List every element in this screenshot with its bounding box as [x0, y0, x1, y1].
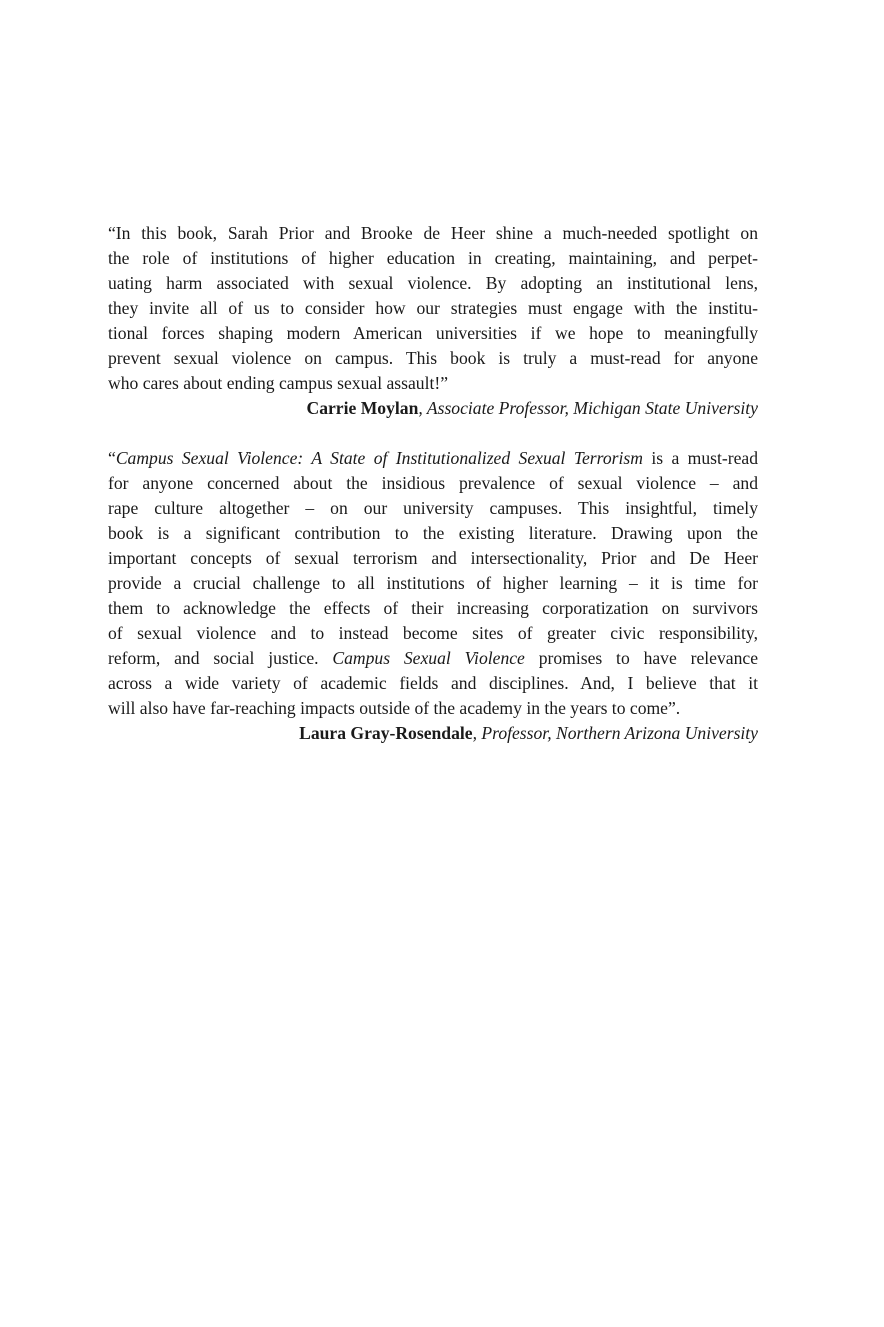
quote-line: of sexual violence and to instead become sites of greater civic responsibility, — [108, 623, 758, 643]
quote-line: for anyone concerned about the insidious prevalence of sexual violence – and — [108, 473, 758, 493]
quote-line: them to acknowledge the effects of their increasing corporatization on survivors — [108, 598, 758, 618]
quote-line: across a wide variety of academic fields and disciplines. And, I believe that it — [108, 673, 758, 693]
quote-line — [108, 646, 758, 671]
endorser-role: , Professor, Northern Arizona University — [472, 723, 758, 743]
quote-line: the role of institutions of higher education in creating, maintaining, and perpet- — [108, 248, 758, 268]
book-title: Campus Sexual Violence: A State of Institutionalized Sexual Terrorism — [115, 448, 643, 468]
quote-line: tional forces shaping modern American universities if we hope to meaningfully — [108, 323, 758, 343]
quote-line: book is a significant contribution to the existing literature. Drawing upon the — [108, 523, 758, 543]
book-title-short: Campus Sexual Violence — [332, 648, 525, 668]
endorsement-quote-2 — [108, 446, 758, 721]
open-quote: “ — [108, 448, 116, 468]
quote-line — [108, 446, 758, 471]
quote-line: they invite all of us to consider how our strategies must engage with the institu- — [108, 298, 758, 318]
endorsement-quote-1 — [108, 221, 758, 396]
quote-line: “In this book, Sarah Prior and Brooke de Heer shine a much-needed spotlight on — [108, 223, 758, 243]
quote-line: provide a crucial challenge to all institutions of higher learning – it is time for — [108, 573, 758, 593]
endorsement-blurb-2 — [108, 446, 758, 746]
endorser-name: Laura Gray-Rosendale — [299, 723, 473, 743]
quote-text: promises to have relevance — [524, 648, 759, 668]
quote-line: who cares about ending campus sexual assault!” — [108, 373, 449, 393]
quote-line: uating harm associated with sexual violence. By adopting an institutional lens, — [108, 273, 758, 293]
quote-line: prevent sexual violence on campus. This book is truly a must-read for anyone — [108, 348, 758, 368]
endorsement-attribution-2 — [108, 721, 758, 746]
quote-text: reform, and social justice. — [108, 648, 333, 668]
quote-line: important concepts of sexual terrorism and intersectionality, Prior and De Heer — [108, 548, 758, 568]
endorsement-attribution-1 — [108, 396, 758, 421]
quote-line: will also have far-reaching impacts outside of the academy in the years to come”. — [108, 698, 681, 718]
quote-line: rape culture altogether – on our university campuses. This insightful, timely — [108, 498, 758, 518]
endorser-name: Carrie Moylan — [306, 398, 419, 418]
endorsement-blurb-1 — [108, 221, 758, 421]
quote-text: is a must-read — [642, 448, 758, 468]
endorser-role: , Associate Professor, Michigan State University — [418, 398, 758, 418]
